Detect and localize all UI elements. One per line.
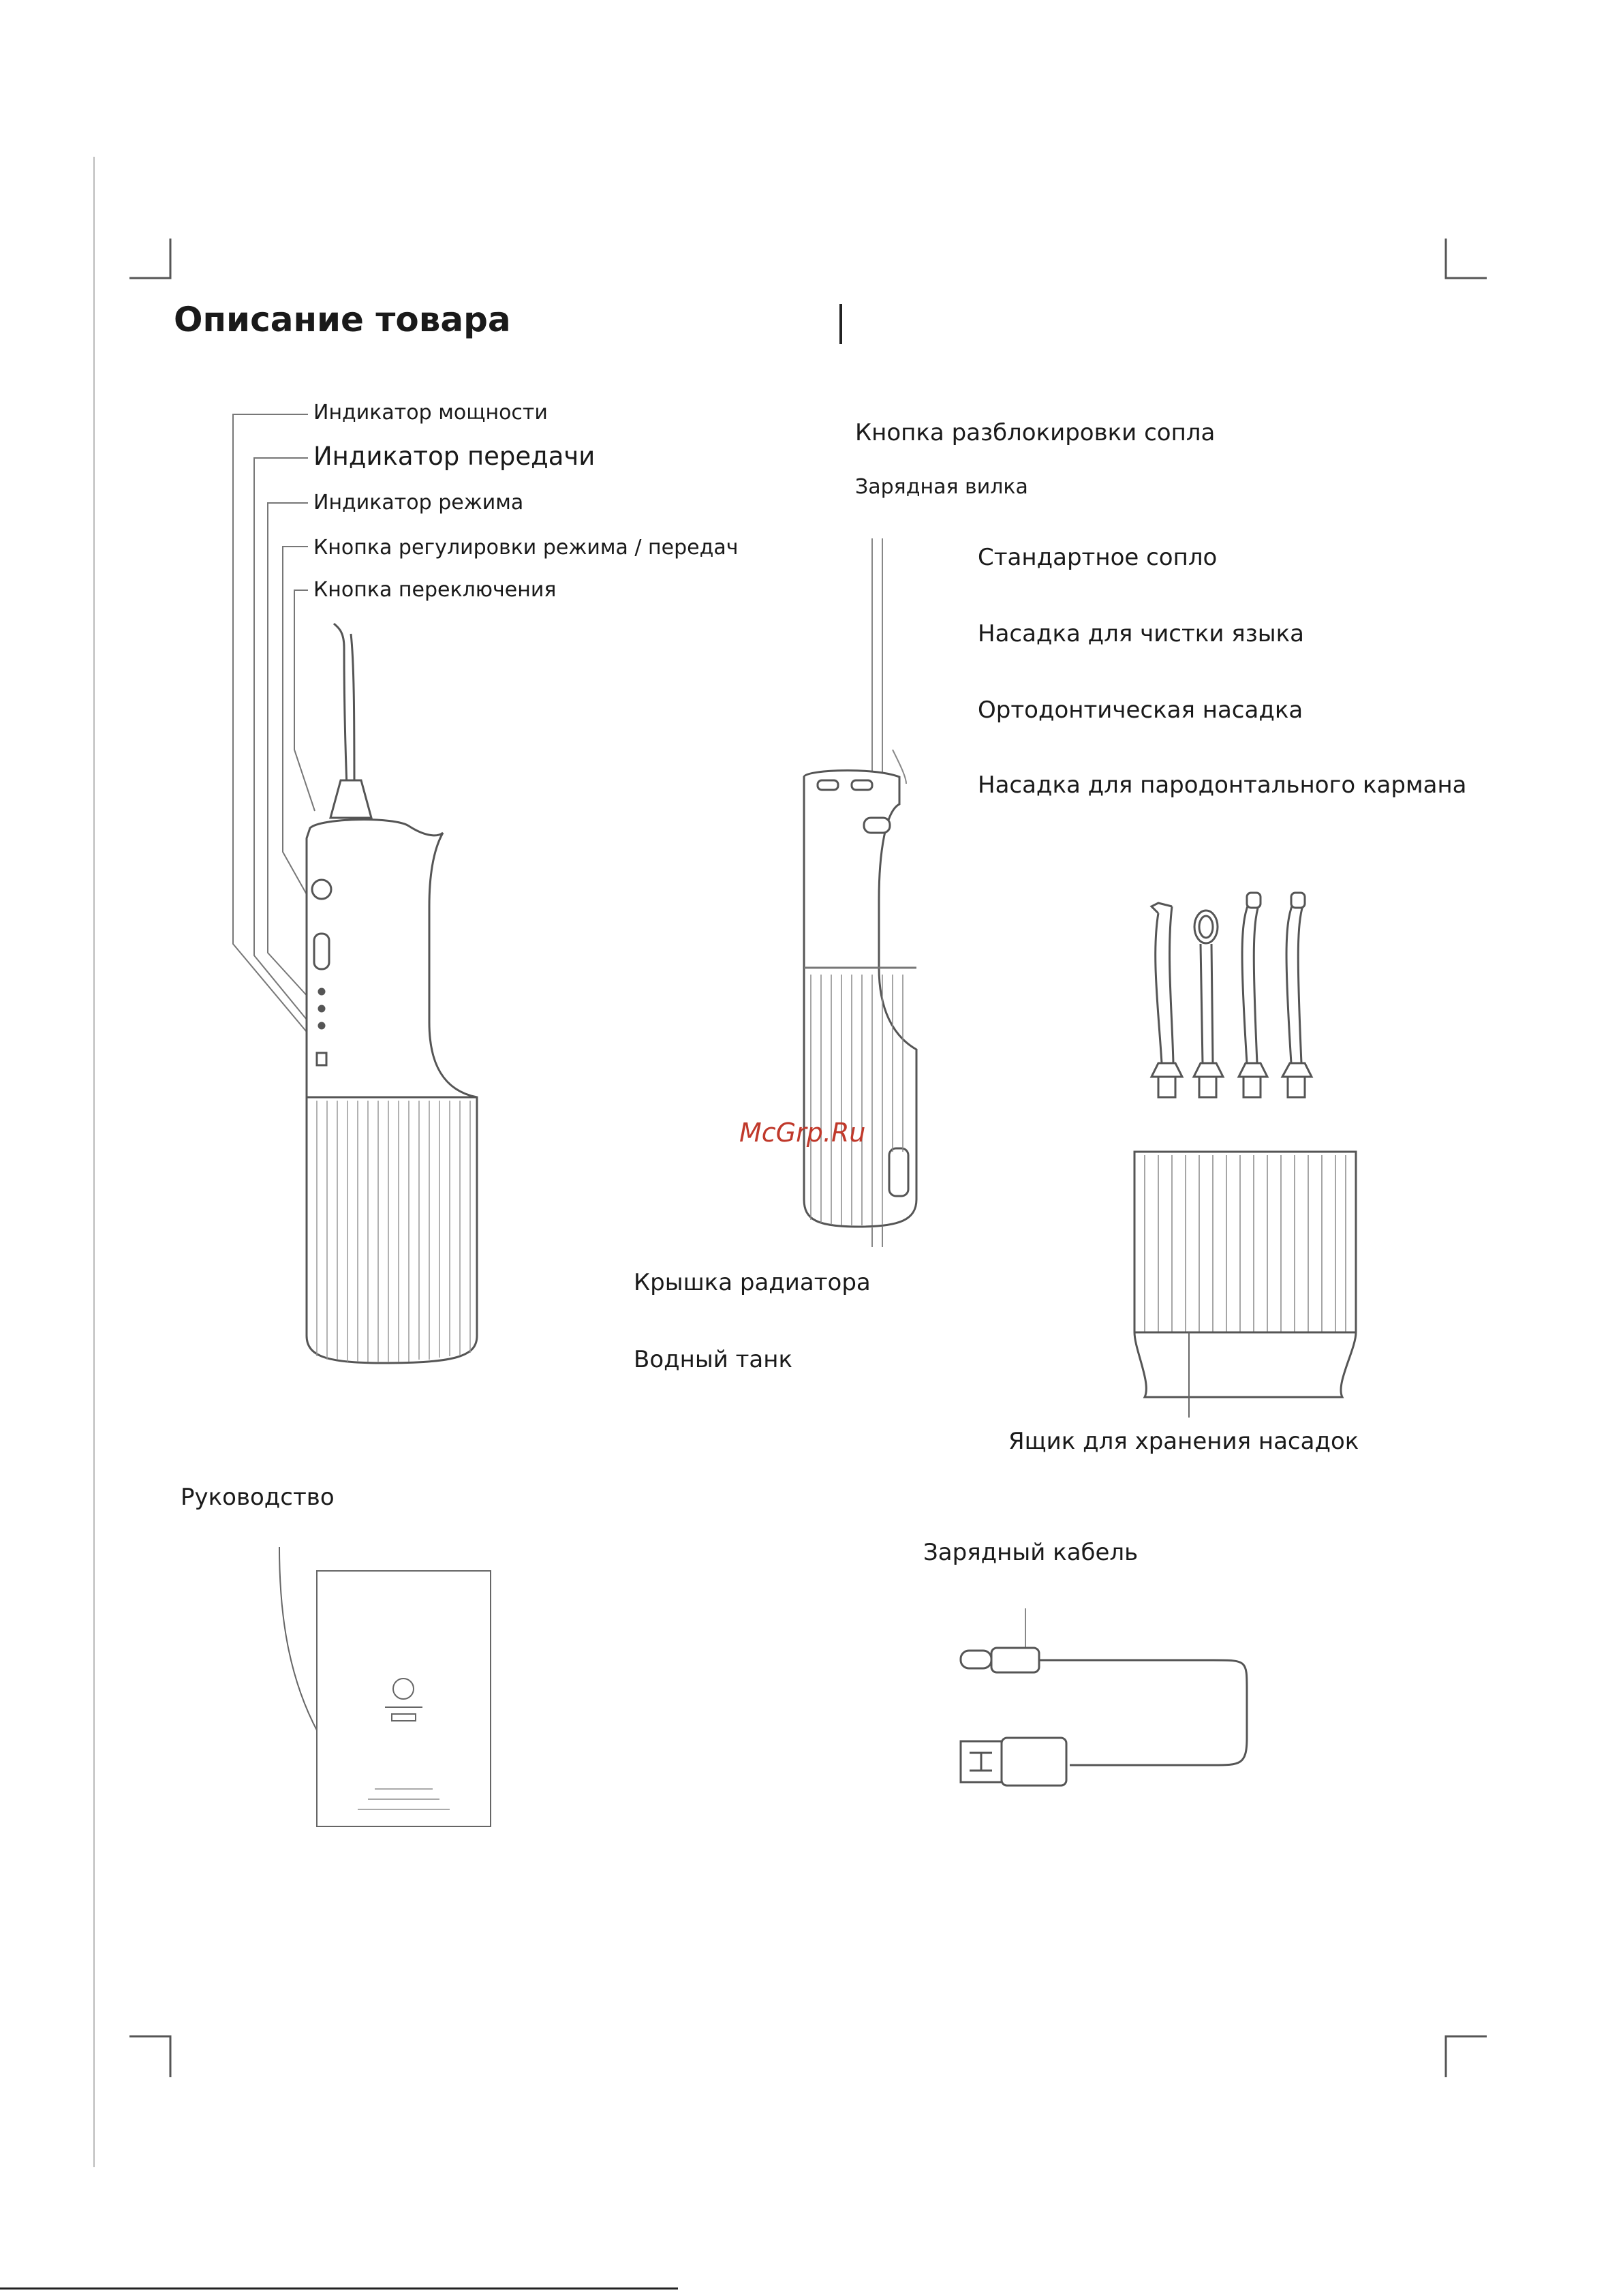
nozzles-drawing [1151,893,1312,1097]
label-charging-cable: Зарядный кабель [923,1539,1139,1566]
manual-drawing [279,1547,491,1826]
page-title: Описание товара [174,300,511,339]
label-power-indicator: Индикатор мощности [313,401,548,425]
label-periodontal-nozzle: Насадка для пародонтального кармана [978,771,1467,799]
label-manual: Руководство [181,1484,335,1511]
cable-drawing [961,1608,1247,1786]
label-standard-nozzle: Стандартное сопло [978,544,1218,571]
label-mode-gear-button: Кнопка регулировки режима / передач [313,536,739,560]
label-mode-indicator: Индикатор режима [313,491,524,515]
storage-box-drawing [1134,1152,1356,1397]
label-storage-box: Ящик для хранения насадок [1008,1428,1359,1455]
label-transmission-indicator: Индикатор передачи [313,442,596,471]
label-switch-button: Кнопка переключения [313,578,557,602]
label-orthodontic-nozzle: Ортодонтическая насадка [978,697,1303,724]
label-tongue-cleaner: Насадка для чистки языка [978,620,1304,647]
label-charging-plug: Зарядная вилка [855,475,1028,499]
label-water-tank: Водный танк [634,1346,793,1373]
watermark: McGrp.Ru [739,1118,866,1148]
left-device-drawing [307,624,477,1363]
left-leader-lines [233,414,315,1036]
label-radiator-cover: Крышка радиатора [634,1269,871,1296]
label-nozzle-release-button: Кнопка разблокировки сопла [855,419,1216,446]
